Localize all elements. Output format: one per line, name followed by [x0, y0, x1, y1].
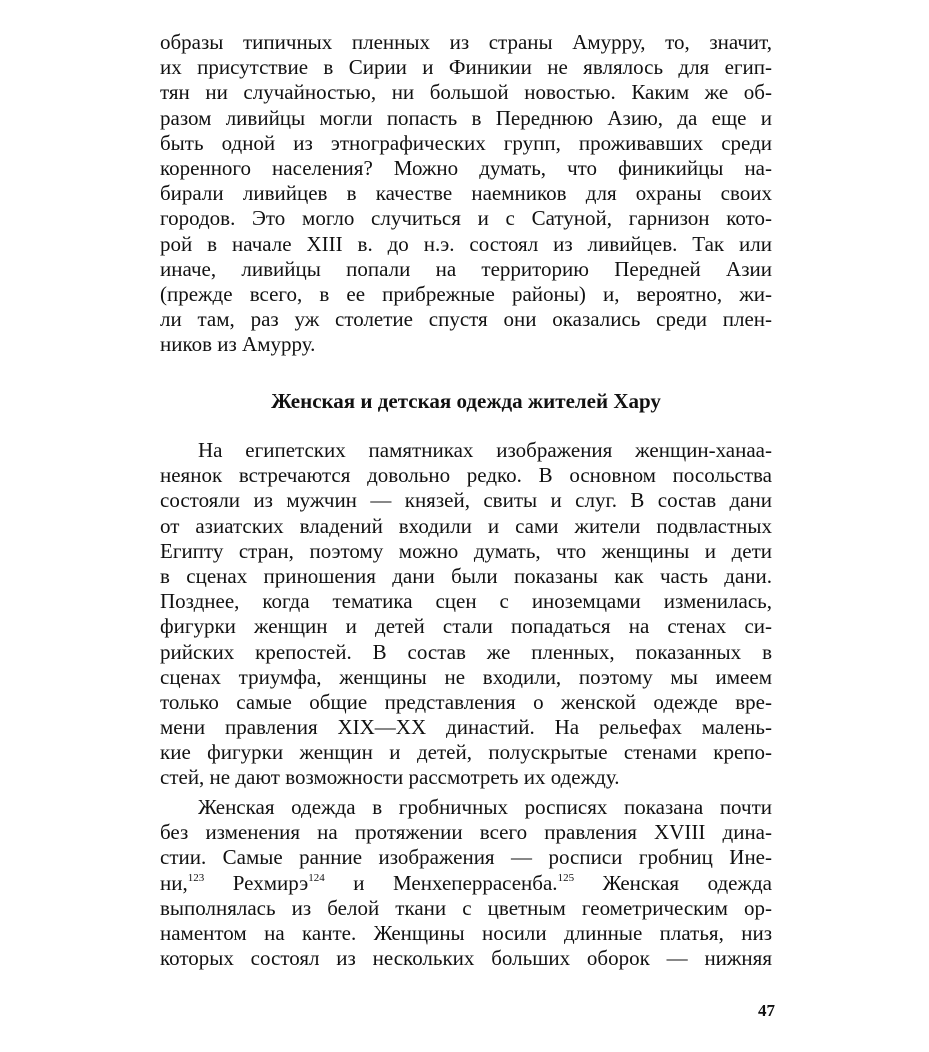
text-fragment: ни, [160, 870, 188, 895]
text-line: ли там, раз уж столетие спустя они оказались среди плен- [160, 307, 772, 332]
paragraph-top [160, 30, 772, 357]
footnote-ref-125[interactable]: 125 [557, 871, 575, 884]
paragraph-2-text [160, 438, 772, 791]
text-line: коренного населения? Можно думать, что финикийцы на- [160, 155, 772, 180]
text-line: городов. Это могло случиться и с Сатуной, гарнизон кото- [160, 206, 772, 231]
text-line: фигурки женщин и детей стали попадаться на стенах си- [160, 614, 772, 639]
text-line: сценах триумфа, женщины не входили, поэтому мы имеем [160, 664, 772, 689]
text-line: Египту стран, поэтому можно думать, что женщины и дети [160, 538, 772, 563]
text-line-with-footnotes [160, 871, 772, 896]
text-line: рой в начале XIII в. до н.э. состоял из ливийцев. Так или [160, 231, 772, 256]
text-line: тян ни случайностью, ни большой новостью. Каким же об- [160, 80, 772, 105]
paragraph-top-text [160, 30, 772, 357]
text-line: в сценах приношения дани были показаны как часть дани. [160, 563, 772, 588]
text-line: от азиатских владений входили и сами жители подвластных [160, 513, 772, 538]
text-line: стии. Самые ранние изображения — росписи гробниц Инe- [160, 845, 772, 870]
text-line: их присутствие в Сирии и Финикии не являлось для егип- [160, 55, 772, 80]
text-line: бирали ливийцев в качестве наемников для охраны своих [160, 181, 772, 206]
text-line: ников из Амурру. [160, 332, 316, 357]
paragraph-3 [160, 795, 772, 971]
text-line: мени правления XIX—XX династий. На рельефах малень- [160, 715, 772, 740]
text-line: образы типичных пленных из страны Амурру, то, значит, [160, 30, 772, 54]
text-line: стей, не дают возможности рассмотреть их одежду. [160, 765, 620, 790]
text-line: рийских крепостей. В состав же пленных, показанных в [160, 639, 772, 664]
text-line: состояли из мужчин — князей, свиты и слуг. В состав дани [160, 488, 772, 513]
text-line: выполнялась из белой ткани с цветным геометрическим ор- [160, 895, 772, 920]
text-line: На египетских памятниках изображения женщин-ханаа- [198, 438, 772, 462]
text-line: Позднее, когда тематика сцен с иноземцами изменилась, [160, 589, 772, 614]
text-line: (прежде всего, в ее прибрежные районы) и, вероятно, жи- [160, 281, 772, 306]
text-fragment: Женская одежда [574, 870, 772, 895]
text-line: которых состоял из нескольких больших оборок — нижняя [160, 946, 772, 971]
text-fragment: и Менхеперрасенба. [324, 870, 558, 895]
text-line: кие фигурки женщин и детей, полускрытые стенами крепо- [160, 740, 772, 765]
text-line: Женская одежда в гробничных росписях показана почти [198, 795, 772, 819]
text-line: наментом на канте. Женщины носили длинные платья, низ [160, 920, 772, 945]
footnote-ref-123[interactable]: 123 [187, 871, 205, 884]
paragraph-3-text [160, 795, 772, 971]
footnote-ref-124[interactable]: 124 [308, 871, 325, 884]
paragraph-2 [160, 438, 772, 791]
page-number: 47 [758, 1001, 775, 1020]
text-line: только самые общие представления о женской одежде вре- [160, 689, 772, 714]
text-fragment: Рехмирэ [204, 870, 309, 895]
text-line: без изменения на протяжении всего правления XVIII дина- [160, 820, 772, 845]
text-line: быть одной из этнографических групп, проживавших среди [160, 130, 772, 155]
text-line: иначе, ливийцы попали на территорию Передней Азии [160, 256, 772, 281]
text-line: разом ливийцы могли попасть в Переднюю Азию, да еще и [160, 105, 772, 130]
section-heading: Женская и детская одежда жителей Хару [271, 389, 661, 413]
text-line: неянок встречаются довольно редко. В основном посольства [160, 463, 772, 488]
